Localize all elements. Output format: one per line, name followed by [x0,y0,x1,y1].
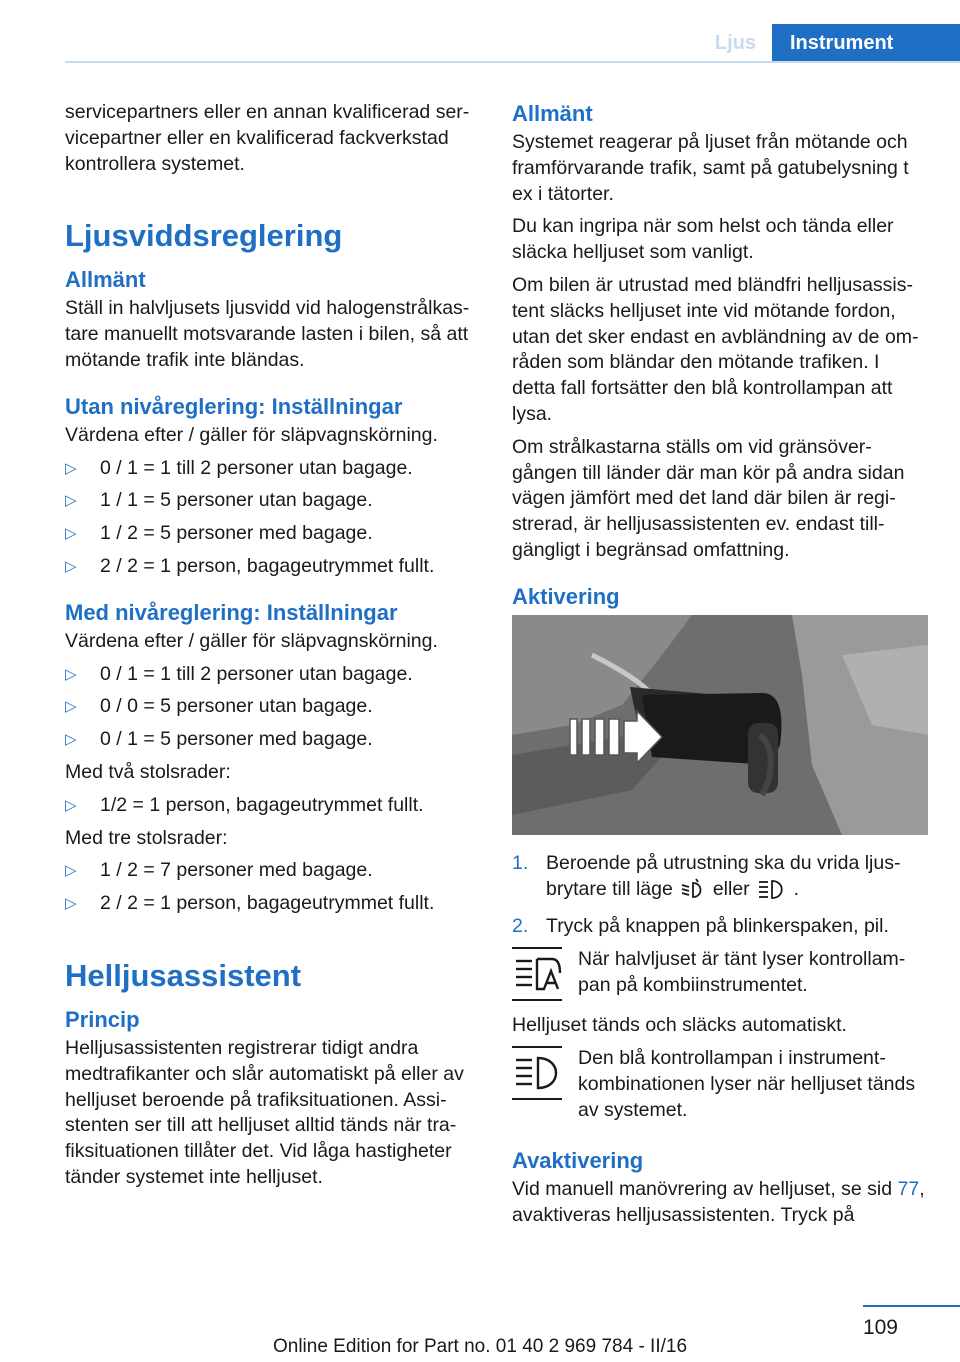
heading-aktivering: Aktivering [512,583,620,609]
list-item: ▷ 0 / 1 = 1 till 2 personer utan bagage. [65,456,477,482]
triangle-bullet-icon: ▷ [65,731,77,749]
section-tab: Ljus [693,24,772,62]
page-reference-link[interactable]: 77 [897,1178,920,1201]
list-tva [65,793,477,819]
indicator-auto-text: När halvljuset är tänt lyser kontrollam- pan på kombiinstrumentet. [578,948,906,996]
list-item: ▷ 2 / 2 = 1 person, bagageutrymmet fullt. [65,891,477,917]
high-beam-assist-indicator-icon [512,947,562,1001]
high-beam-icon [758,878,786,908]
list-item: ▷ 0 / 1 = 1 till 2 personer utan bagage. [65,662,477,688]
heading-avaktivering: Avaktivering [512,1148,644,1174]
triangle-bullet-icon: ▷ [65,862,77,880]
heading-med-nivareglering: Med nivåreglering: Inställningar [65,599,398,625]
paragraph-3: Om bilen är utrustad med bländfri helljusassis- tent släcks helljuset inte vid mötande fordon, utan det sker endast en avbländning av de om- råden som bländar den mötande trafiken. I detta fall fortsätter den blå kontrollampan att lysa. [512,273,919,425]
paragraph-4: Om strålkastarna ställs om vid gränsöver- gången till länder där man kör på andra sidan vägen jämfört med det land där bilen är regi- strerad, är helljusassistenten ev. endast till- gängligt i begränsad omfattning. [512,435,905,561]
heading-allmant: Allmänt [65,267,146,293]
low-beam-auto-icon [681,878,705,908]
list-item: ▷ 1 / 1 = 5 personer utan bagage. [65,488,477,514]
triangle-bullet-icon: ▷ [65,525,77,543]
list-item: ▷ 1/2 = 1 person, bagageutrymmet fullt. [65,793,477,819]
stalk-button-photo [512,615,928,835]
triangle-bullet-icon: ▷ [65,796,77,814]
high-beam-indicator-icon [512,1046,562,1100]
paragraph-princip: Helljusassistenten registrerar tidigt andra medtrafikanter och slår automatiskt på eller av helljuset beroende på trafiksituationen. Assi- stenten ser till att helljuset alltid tänds när tra- fiksituationen tillåter det. Vid låga hastigheter tänder systemet inte helljuset. [65,1036,464,1188]
paragraph-med: Värdena efter / gäller för släpvagnskörning. [65,629,438,652]
list-item: 1. Beroende på utrustning ska du vrida ljus- brytare till läge eller . [512,851,928,908]
triangle-bullet-icon: ▷ [65,665,77,683]
indicator-auto-row [512,947,928,1001]
list-tre [65,858,477,917]
list-item: ▷ 1 / 2 = 7 personer med bagage. [65,858,477,884]
list-med [65,662,477,753]
triangle-bullet-icon: ▷ [65,459,77,477]
page-header [693,24,960,62]
left-column [65,100,477,1198]
triangle-bullet-icon: ▷ [65,492,77,510]
paragraph-2: Du kan ingripa när som helst och tända eller släcka helljuset som vanligt. [512,215,894,264]
intro-paragraph: servicepartners eller en annan kvalificerad ser- vicepartner eller en kvalificerad fackverkstad kontrollera systemet. [65,101,470,175]
triangle-bullet-icon: ▷ [65,698,77,716]
indicator-highbeam-text: Den blå kontrollampan i instrument- kombinationen lyser när helljuset tänds av systemet. [578,1046,916,1121]
page-number: 109 [862,1316,898,1339]
triangle-bullet-icon: ▷ [65,557,77,575]
heading-ljusviddsreglering: Ljusviddsreglering [65,218,343,254]
paragraph-auto: Helljuset tänds och släcks automatiskt. [512,1014,847,1037]
paragraph-avaktivering: Vid manuell manövrering av helljuset, se sid 77, avaktiveras helljusassistenten. Tryck på [512,1178,925,1227]
heading-helljusassistent: Helljusassistent [65,957,302,993]
edition-footer: Online Edition for Part no. 01 40 2 969 784 - II/16 [272,1336,688,1357]
list-item: ▷ 0 / 0 = 5 personer utan bagage. [65,694,477,720]
paragraph-1: Systemet reagerar på ljuset från mötande och framförvarande trafik, samt på gatubelysning t ex i tätorter. [512,131,909,205]
indicator-highbeam-row [512,1046,928,1123]
paragraph-tva-stolsrader: Med två stolsrader: [65,760,231,783]
triangle-bullet-icon: ▷ [65,895,77,913]
paragraph-utan: Värdena efter / gäller för släpvagnskörning. [65,423,438,446]
list-item: ▷ 1 / 2 = 5 personer med bagage. [65,521,477,547]
list-item: ▷ 2 / 2 = 1 person, bagageutrymmet fullt. [65,554,477,580]
list-utan [65,456,477,580]
activation-steps [512,851,928,940]
list-item: ▷ 0 / 1 = 5 personer med bagage. [65,727,477,753]
heading-princip: Princip [65,1006,140,1032]
paragraph-allmant: Ställ in halvljusets ljusvidd vid halogenstrålkas- tare manuellt motsvarande lasten i bilen, så att mötande trafik inte bländas. [65,297,470,371]
paragraph-tre-stolsrader: Med tre stolsrader: [65,826,228,849]
header-divider [65,61,960,63]
chapter-tab: Instrument [772,24,960,62]
footer-divider [863,1305,960,1307]
heading-allmant-right: Allmänt [512,101,593,126]
list-item: 2. Tryck på knappen på blinkerspaken, pil. [512,915,889,938]
heading-utan-nivareglering: Utan nivåreglering: Inställningar [65,393,403,419]
right-column [512,100,928,1236]
